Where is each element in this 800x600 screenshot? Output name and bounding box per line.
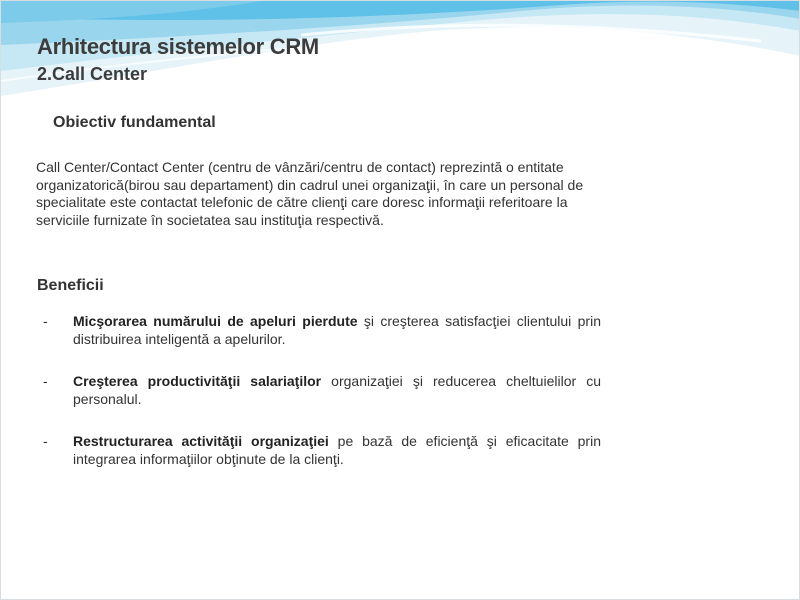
benefit-rest: pe bază de eficienţă şi eficacitate prin integrarea informaţiilor obţinute de la clienţi. bbox=[73, 433, 601, 467]
benefit-text bbox=[73, 373, 601, 408]
dash-bullet: - bbox=[43, 313, 48, 329]
objective-heading: Obiectiv fundamental bbox=[53, 114, 216, 131]
benefit-item bbox=[41, 313, 601, 348]
benefit-bold: Restructurarea activităţii organizaţiei bbox=[73, 433, 329, 449]
benefits-list bbox=[41, 313, 601, 493]
benefit-text bbox=[73, 313, 601, 348]
benefits-heading: Beneficii bbox=[37, 277, 104, 294]
slide-subtitle: 2.Call Center bbox=[37, 64, 148, 84]
benefit-rest: şi creşterea satisfacţiei clientului prin distribuirea inteligentă a apelurilor. bbox=[73, 313, 601, 347]
benefit-bold: Micşorarea numărului de apeluri pierdute bbox=[73, 313, 358, 329]
benefit-item bbox=[41, 433, 601, 468]
benefit-bold: Creşterea productivităţii salariaţilor bbox=[73, 373, 322, 389]
intro-paragraph: Call Center/Contact Center (centru de vânzări/centru de contact) reprezintă o entitate organizatorică(birou sau departament) din cadrul unei organizaţii, în care un personal de specialitate este contactat telefonic de către clienţi care doresc informaţii referitoare la serviciile furnizate în societatea sau instituţia respectivă. bbox=[36, 159, 584, 228]
benefit-text bbox=[73, 433, 601, 468]
dash-bullet: - bbox=[43, 433, 48, 449]
dash-bullet: - bbox=[43, 373, 48, 389]
benefit-item bbox=[41, 373, 601, 408]
benefit-rest: organizaţiei şi reducerea cheltuielilor cu personalul. bbox=[73, 373, 601, 407]
slide-title: Arhitectura sistemelor CRM bbox=[37, 34, 319, 59]
